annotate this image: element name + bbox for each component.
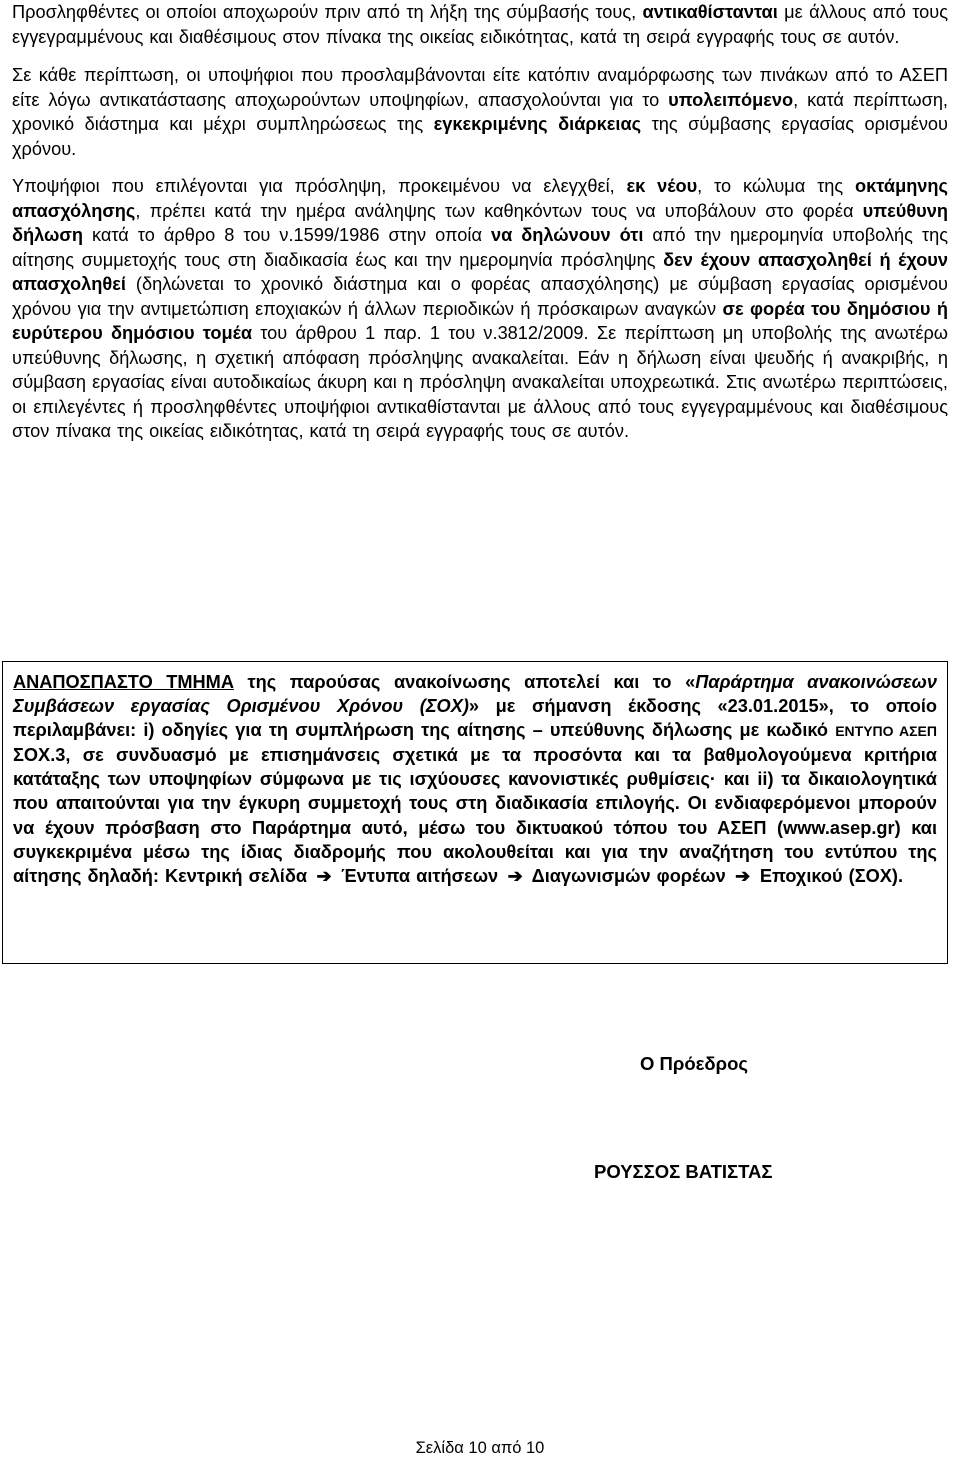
text: Σε κάθε περίπτωση, οι υποψήφιοι που προσλαμβάνονται είτε κατόπιν αναμόρφωσης των πινάκων από το ΑΣΕΠ είτε λόγω αντικατάστασης αποχωρούντων υποψηφίων, απασχολούνται για το xyxy=(12,65,948,110)
text: της σύμβασης εργασίας ορισμένου χρόνου. xyxy=(12,114,948,159)
text: , πρέπει κατά την ημέρα ανάληψης των καθηκόντων τους να υποβάλουν στο φορέα xyxy=(135,200,863,221)
bold-text: υπολειπόμενο xyxy=(668,89,794,110)
text: κατά το άρθρο 8 του ν.1599/1986 στην οποία xyxy=(82,225,491,245)
text: της παρούσας ανακοίνωσης αποτελεί και το « xyxy=(233,672,696,692)
form-code-small: ΕΝΤΥΠΟ ΑΣΕΠ xyxy=(835,723,937,740)
text: με άλλους από τους εγγεγραμμένους και διαθέσιμους στον πίνακα της οικείας ειδικότητας, κατά τη σειρά εγγραφής τους σε αυτόν. xyxy=(12,2,949,47)
text: Προσληφθέντες οι οποίοι αποχωρούν πριν από τη λήξη της σύμβασής τους, xyxy=(12,2,643,22)
text: του άρθρου 1 παρ. 1 του ν.3812/2009. Σε περίπτωση μη υποβολής της ανωτέρω υπεύθυνης δήλωσης, η σχετική απόφαση πρόσληψης ανακαλείται. Εάν η δήλωση είναι ψευδής ή ανακριβής, η σύμβαση εργασίας είναι αυτοδικαίως άκυρη και η πρόσληψη ανακαλείται υποχρεωτικά. Στις ανωτέρω περιπτώσεις, οι επιλεγέντες ή προσληφθέντες υποψήφιοι αντικαθίστανται με άλλους από τους εγγεγραμμένους και διαθέσιμους στον πίνακα της οικείας ειδικότητας, κατά τη σειρά εγγραφής τους σε αυτόν. xyxy=(12,323,948,441)
bold-text: αντικαθίστανται xyxy=(642,2,778,22)
text: ΣΟΧ.3, σε συνδυασμό με επισημάνσεις σχετικά με τα προσόντα και τα βαθμολογούμενα κριτήρια κατάταξης των υποψηφίων σύμφωνα με τις ισχύουσες κανονιστικές ρυθμίσεις· και ii) τα δικαιολογητικά που απαιτούνται για την έγκυρη συμμετοχή τους στη διαδικασία επιλογής. Οι ενδιαφερόμενοι μπορούν να έχουν πρόσβαση στο Παράρτημα αυτό, μέσω του δικτυακού τόπου του ΑΣΕΠ (www.asep.gr) και συγκεκριμένα μέσω της ίδιας διαδρομής που ακολουθείται και για την αναζήτηση του εντύπου της αίτησης δηλαδή: Κεντρική σελίδα xyxy=(13,745,937,886)
text: από την ημερομηνία υποβολής της αίτησης συμμετοχής τους στη διαδικασία έως και την ημερομηνία πρόσληψης xyxy=(12,225,948,270)
text: » με σήμανση έκδοσης «23.01.2015», το οποίο περιλαμβάνει: i) οδηγίες για τη συμπλήρωση της αίτησης – υπεύθυνης δήλωσης με κωδικό xyxy=(13,696,938,741)
text: Υποψήφιοι που επιλέγονται για πρόσληψη, προκειμένου να ελεγχθεί, xyxy=(12,176,627,196)
arrow-right-icon: ➔ xyxy=(507,865,523,886)
text: (δηλώνεται το χρονικό διάστημα και ο φορέας απασχόλησης) με σύμβαση εργασίας ορισμένου χρόνου για την αντιμετώπιση εποχιακών ή άλλων περιοδικών ή πρόσκαιρων αναγκών xyxy=(12,274,948,319)
document-page xyxy=(12,0,948,444)
detachable-section-box xyxy=(2,661,948,964)
nav-step: Εποχικού (ΣΟΧ). xyxy=(759,865,904,886)
bold-text: εγκεκριμένης διάρκειας xyxy=(433,114,642,134)
text: , το κώλυμα της xyxy=(697,176,856,196)
italic-title: Παράρτημα ανακοινώσεων Συμβάσεων εργασίας Ορισμένου Χρόνου (ΣΟΧ) xyxy=(13,672,937,717)
page-number: Σελίδα 10 από 10 xyxy=(415,1439,545,1457)
nav-step: Έντυπα αιτήσεων xyxy=(341,865,499,886)
arrow-right-icon: ➔ xyxy=(316,865,332,886)
box-paragraph xyxy=(13,670,937,888)
bold-text: υπεύθυνη δήλωση xyxy=(12,200,948,245)
underlined-heading: ΑΝΑΠΟΣΠΑΣΤΟ ΤΜΗΜΑ xyxy=(13,672,234,692)
nav-step: Διαγωνισμών φορέων xyxy=(531,865,726,886)
bold-text: εκ νέου xyxy=(626,176,698,196)
bold-text: οκτάμηνης απασχόλησης xyxy=(12,176,948,221)
paragraph-remaining-period xyxy=(12,63,948,161)
signature-title: Ο Πρόεδρος xyxy=(640,1053,749,1074)
text: , κατά περίπτωση, χρονικό διάστημα και μέχρι συμπληρώσεως της xyxy=(12,89,948,134)
arrow-right-icon: ➔ xyxy=(735,865,751,886)
bold-text: να δηλώνουν ότι xyxy=(490,225,644,245)
bold-text: δεν έχουν απασχοληθεί ή έχουν απασχοληθεί xyxy=(12,249,948,294)
signature-name: ΡΟΥΣΣΟΣ ΒΑΤΙΣΤΑΣ xyxy=(594,1161,773,1182)
paragraph-declaration xyxy=(12,174,948,444)
paragraph-replacement xyxy=(12,0,948,49)
bold-text: σε φορέα του δημόσιου ή ευρύτερου δημόσιου τομέα xyxy=(12,298,949,343)
